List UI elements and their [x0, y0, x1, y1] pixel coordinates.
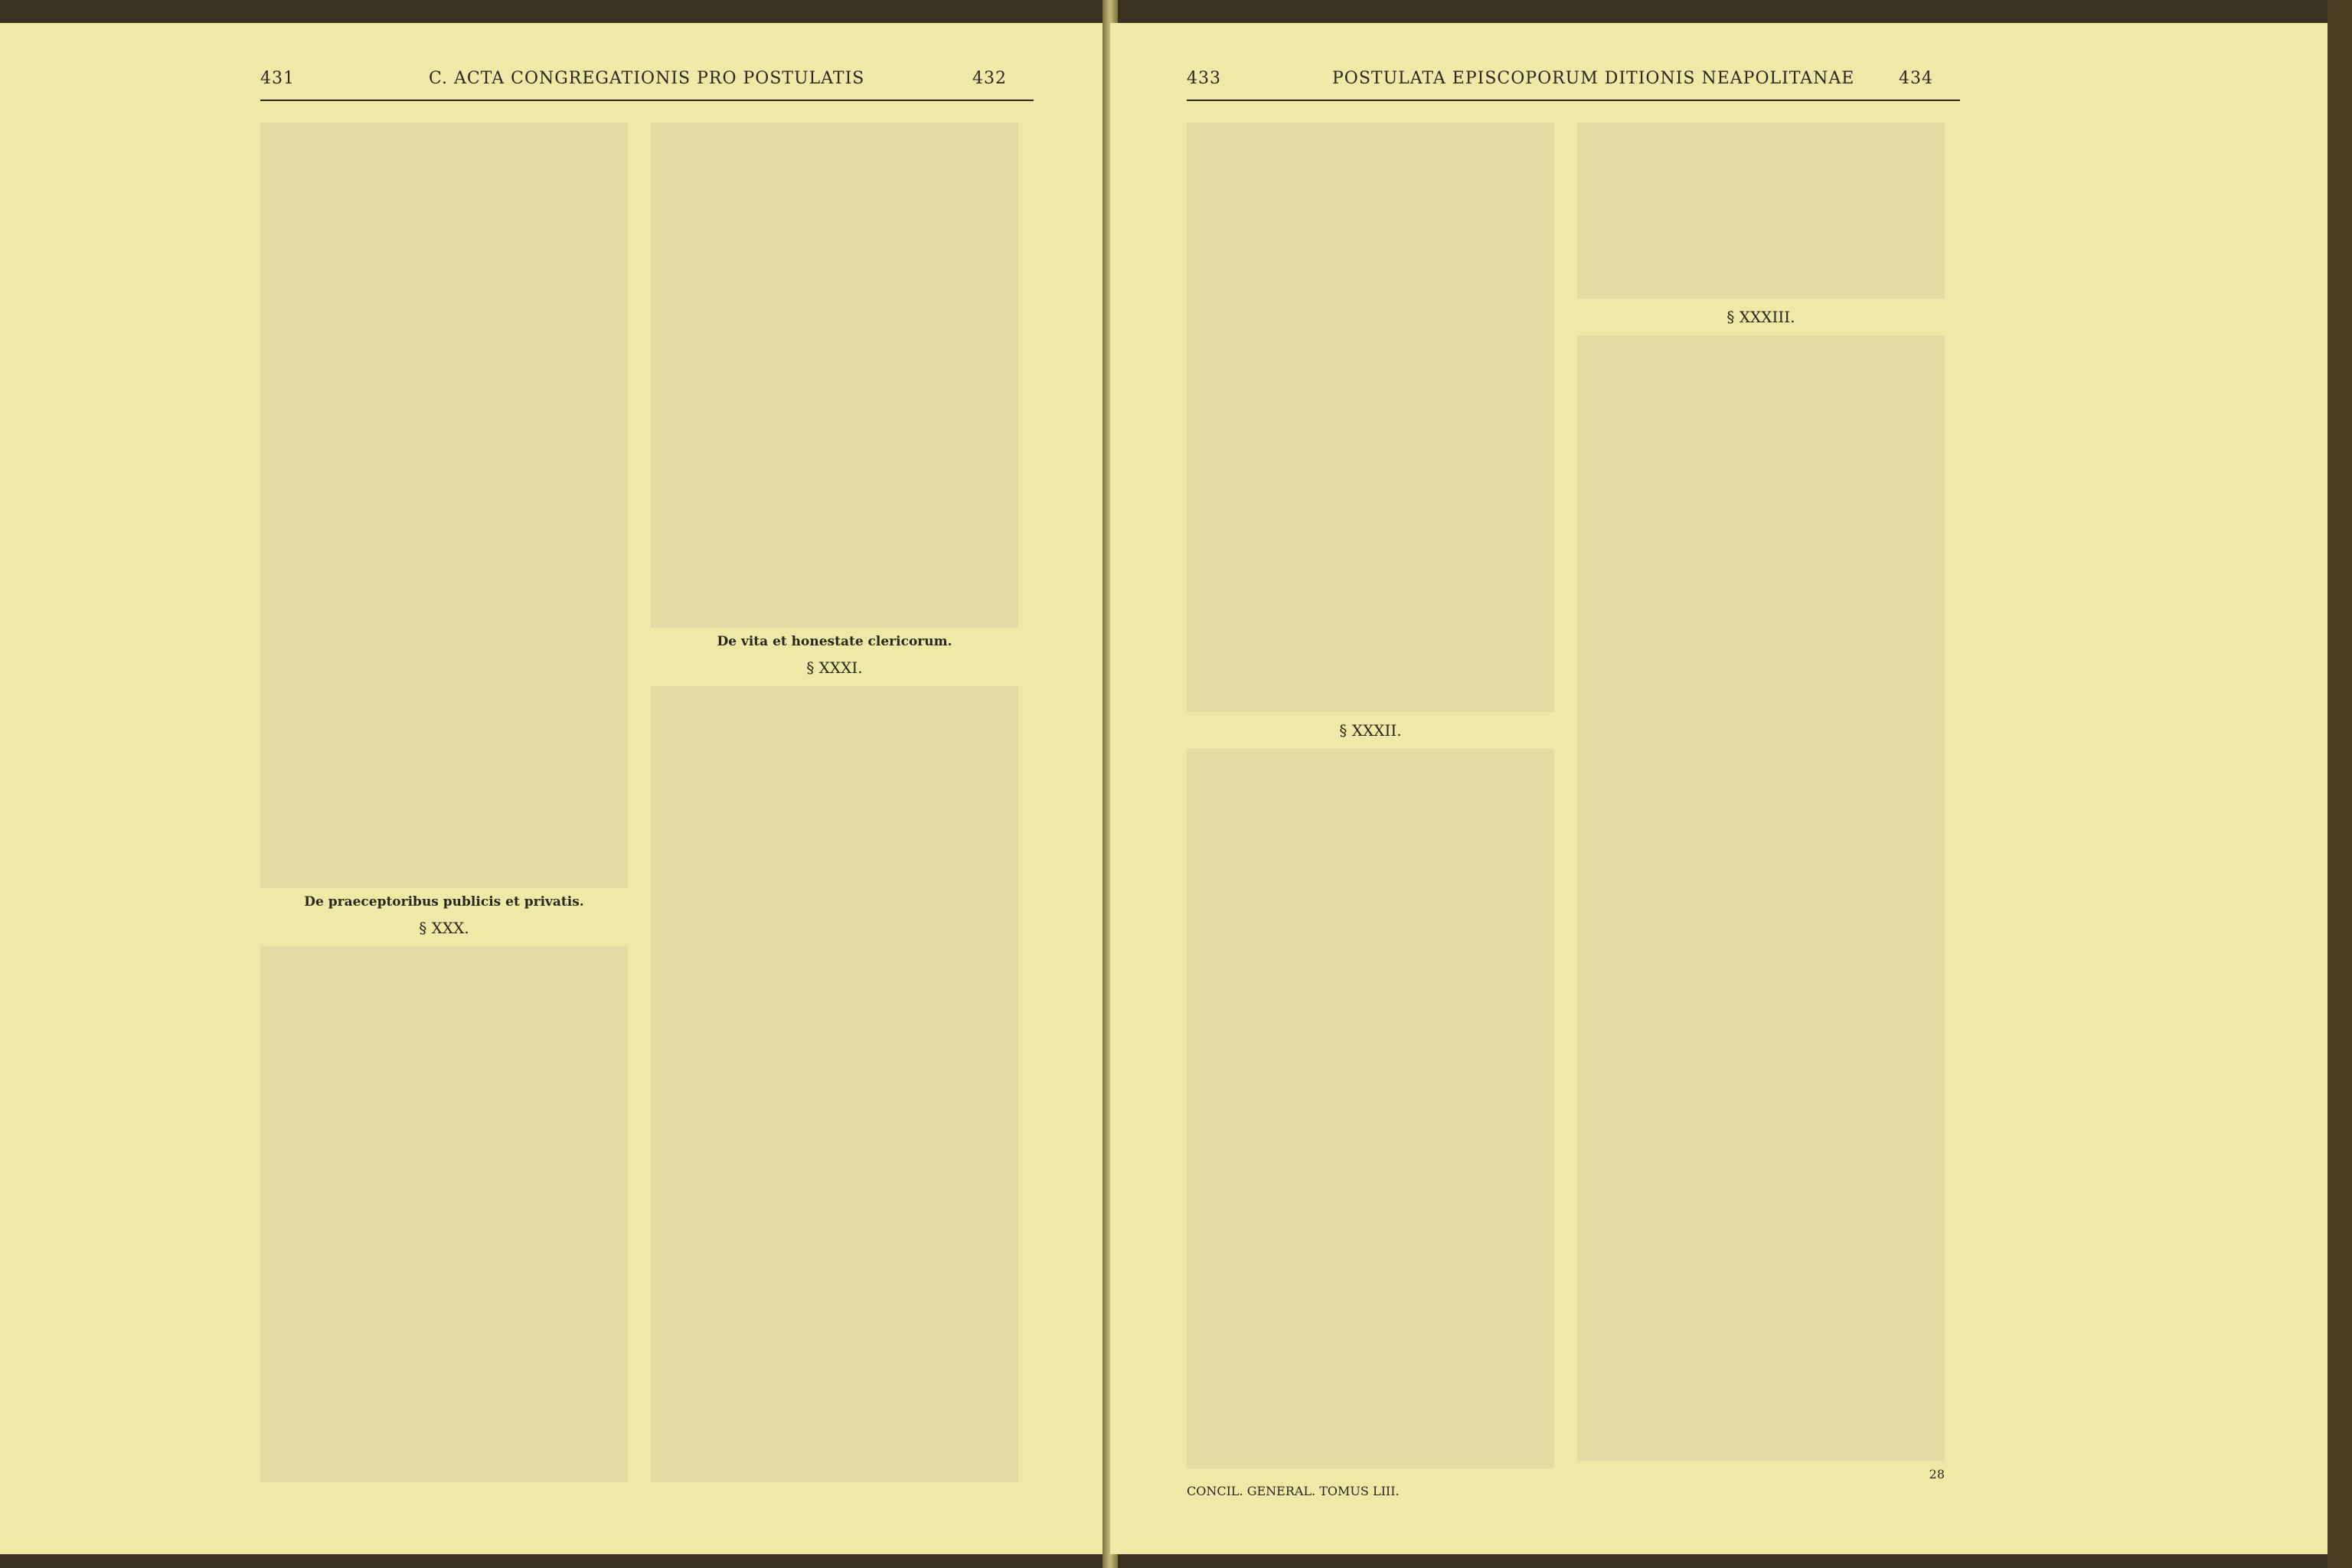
column-left: [1187, 122, 1554, 1498]
subhead: De praeceptoribus publicis et privatis.: [304, 894, 584, 910]
text-block-unreadable: [260, 122, 628, 888]
column-left: [260, 122, 628, 1488]
running-head: C. ACTA CONGREGATIONIS PRO POSTULATIS: [429, 69, 865, 88]
section-number: § XXXI.: [806, 658, 863, 677]
column-right: [1577, 122, 1945, 1481]
page-number: 432: [972, 69, 1007, 88]
book-cover-edge: [2328, 0, 2352, 1568]
page-number: 431: [260, 69, 295, 88]
section-number: § XXXIII.: [1726, 308, 1795, 326]
text-block-unreadable: [260, 946, 628, 1482]
subhead: De vita et honestate clericorum.: [717, 634, 952, 649]
header-rule: [1187, 100, 1960, 101]
text-block-unreadable: [1577, 122, 1945, 299]
header-rule: [260, 100, 1034, 101]
page-number: 433: [1187, 69, 1221, 88]
column-right: [651, 122, 1018, 1488]
running-head: POSTULATA EPISCOPORUM DITIONIS NEAPOLITANAE: [1332, 69, 1855, 88]
text-block-unreadable: [651, 686, 1018, 1482]
footer-tome: CONCIL. GENERAL. TOMUS LIII.: [1187, 1484, 1400, 1498]
page-number: 434: [1899, 69, 1933, 88]
signature-mark: 28: [1929, 1467, 1945, 1481]
text-block-unreadable: [1577, 335, 1945, 1461]
text-block-unreadable: [1187, 749, 1554, 1468]
section-number: § XXXII.: [1339, 721, 1402, 740]
section-number: § XXX.: [419, 919, 469, 937]
right-page: [1110, 23, 2335, 1554]
text-block-unreadable: [1187, 122, 1554, 712]
left-page: [0, 23, 1112, 1554]
text-block-unreadable: [651, 122, 1018, 628]
